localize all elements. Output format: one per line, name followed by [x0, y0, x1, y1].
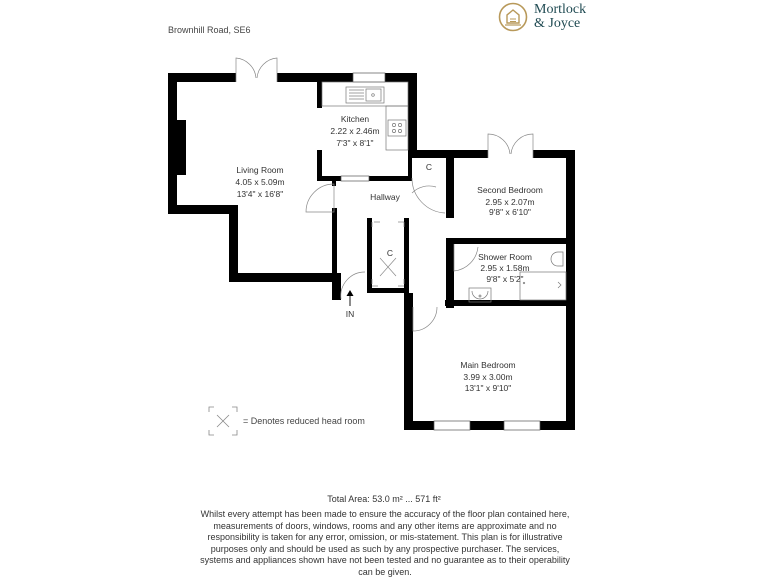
second-bedroom-metric: 2.95 x 2.07m [485, 197, 535, 207]
cupboard-2-name: C [386, 248, 394, 258]
living-room-name: Living Room [236, 165, 284, 175]
toilet-icon [551, 252, 563, 266]
main-bedroom-name: Main Bedroom [460, 360, 516, 370]
second-bedroom-imperial: 9'8" x 6'10" [489, 207, 531, 217]
reduced-headroom-icon [207, 405, 239, 437]
shower-room-metric: 2.95 x 1.58m [480, 263, 530, 273]
property-address: Brownhill Road, SE6 [168, 25, 251, 35]
hob-icon [388, 120, 406, 136]
room-labels [235, 114, 542, 393]
hallway-name: Hallway [370, 192, 400, 202]
logo-line-2: & Joyce [534, 16, 581, 31]
kitchen-imperial: 7'3" x 8'1" [336, 138, 374, 148]
shower-tray-icon [520, 272, 566, 300]
living-door [306, 184, 334, 212]
bedroom-french-door-left [488, 134, 510, 158]
cupboard-door [412, 178, 445, 213]
living-room-metric: 4.05 x 5.09m [235, 177, 285, 187]
sink-icon [346, 87, 384, 103]
kitchen-name: Kitchen [340, 114, 370, 124]
entrance-label: IN [345, 309, 355, 319]
living-french-door-left [236, 58, 256, 82]
main-bedroom-door [413, 307, 437, 331]
kitchen-metric: 2.22 x 2.46m [330, 126, 380, 136]
second-bedroom-name: Second Bedroom [477, 185, 543, 195]
cupboard-1-name: C [425, 162, 433, 172]
worktop-side [386, 106, 408, 150]
shower-room-imperial: 9'8" x 5'2" [486, 274, 524, 284]
logo-line-1: Mortlock [534, 2, 587, 17]
entrance-door [341, 272, 365, 299]
total-area: Total Area: 53.0 m² ... 571 ft² [327, 494, 441, 504]
living-room-imperial: 13'4" x 16'8" [236, 189, 284, 199]
legend [207, 405, 365, 437]
entrance-arrow-icon [347, 290, 354, 306]
legend-text: = Denotes reduced head room [243, 416, 365, 426]
kitchen-worktop [322, 82, 408, 106]
bedroom-french-door-right [511, 134, 533, 158]
living-french-door-right [257, 58, 277, 82]
shower-room-name: Shower Room [478, 252, 532, 262]
disclaimer: Whilst every attempt has been made to ensure the accuracy of the floor plan contained here, measurements of doors, windows, rooms and any other items are approximate and no responsibility is taken for any error, omission, or mis-statement. This plan is for illustrative purposes only and should be used as such by any prospective purchaser. The services, systems and appliances shown have not been tested and no guarantee as to their operability can be given. [200, 509, 570, 577]
shower-door [454, 244, 478, 271]
hallway-door [412, 186, 436, 193]
main-bedroom-imperial: 13'1" x 9'10" [464, 383, 512, 393]
main-bedroom-metric: 3.99 x 3.00m [463, 372, 513, 382]
